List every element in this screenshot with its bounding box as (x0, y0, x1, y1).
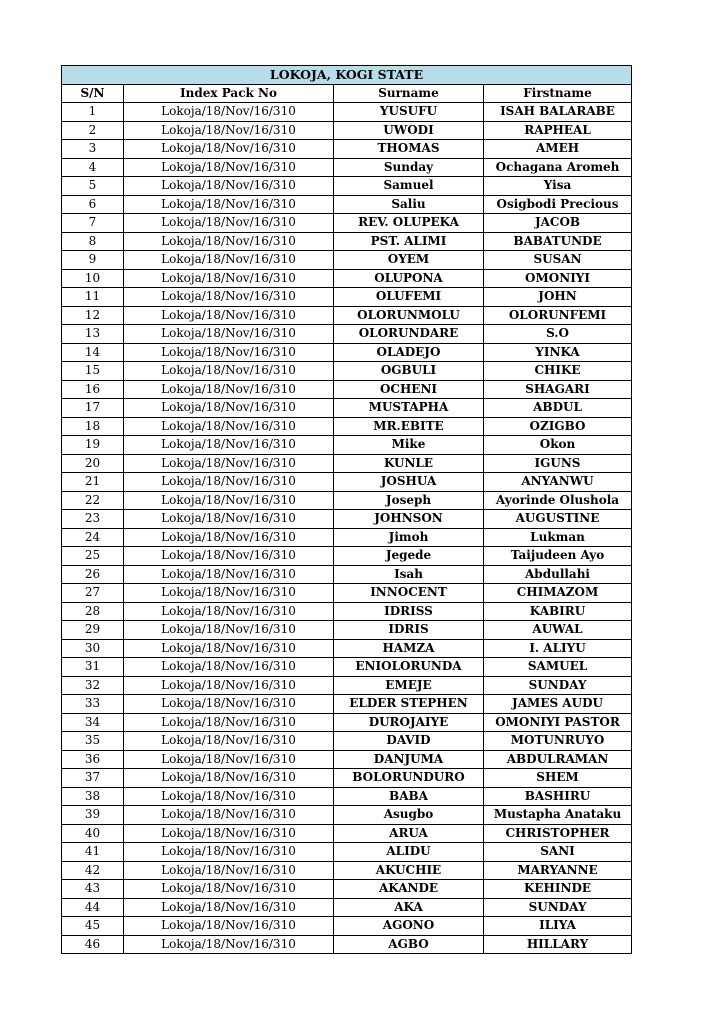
cell-surname: OCHENI (334, 380, 484, 399)
cell-index-pack-no: Lokoja/18/Nov/16/310 (124, 898, 334, 917)
table-row (62, 251, 632, 270)
cell-index-pack-no: Lokoja/18/Nov/16/310 (124, 158, 334, 177)
title-row (62, 66, 632, 85)
table-row (62, 935, 632, 954)
table-row (62, 528, 632, 547)
cell-sn: 32 (62, 676, 124, 695)
cell-sn: 6 (62, 195, 124, 214)
table-row (62, 510, 632, 529)
table-row (62, 824, 632, 843)
table-row (62, 880, 632, 899)
table-row (62, 454, 632, 473)
header-row (62, 84, 632, 103)
cell-surname: HAMZA (334, 639, 484, 658)
table-row (62, 306, 632, 325)
cell-surname: ARUA (334, 824, 484, 843)
cell-firstname: Ochagana Aromeh (484, 158, 632, 177)
table-body (62, 103, 632, 954)
cell-sn: 36 (62, 750, 124, 769)
cell-surname: DANJUMA (334, 750, 484, 769)
cell-sn: 18 (62, 417, 124, 436)
table-row (62, 343, 632, 362)
cell-firstname: CHIKE (484, 362, 632, 381)
cell-index-pack-no: Lokoja/18/Nov/16/310 (124, 195, 334, 214)
cell-sn: 42 (62, 861, 124, 880)
cell-surname: JOSHUA (334, 473, 484, 492)
cell-sn: 19 (62, 436, 124, 455)
cell-surname: PST. ALIMI (334, 232, 484, 251)
cell-surname: MR.EBITE (334, 417, 484, 436)
cell-index-pack-no: Lokoja/18/Nov/16/310 (124, 750, 334, 769)
table-row (62, 269, 632, 288)
cell-firstname: SHAGARI (484, 380, 632, 399)
cell-firstname: AMEH (484, 140, 632, 159)
table-row (62, 584, 632, 603)
cell-index-pack-no: Lokoja/18/Nov/16/310 (124, 269, 334, 288)
table-row (62, 917, 632, 936)
table-row (62, 158, 632, 177)
table-row (62, 121, 632, 140)
cell-sn: 4 (62, 158, 124, 177)
cell-firstname: IGUNS (484, 454, 632, 473)
table-row (62, 473, 632, 492)
cell-index-pack-no: Lokoja/18/Nov/16/310 (124, 103, 334, 122)
cell-firstname: KEHINDE (484, 880, 632, 899)
cell-firstname: S.O (484, 325, 632, 344)
cell-sn: 27 (62, 584, 124, 603)
cell-surname: IDRIS (334, 621, 484, 640)
cell-surname: AKUCHIE (334, 861, 484, 880)
cell-surname: AGBO (334, 935, 484, 954)
cell-sn: 45 (62, 917, 124, 936)
cell-surname: INNOCENT (334, 584, 484, 603)
cell-sn: 31 (62, 658, 124, 677)
cell-firstname: Yisa (484, 177, 632, 196)
cell-surname: MUSTAPHA (334, 399, 484, 418)
cell-firstname: OZIGBO (484, 417, 632, 436)
cell-sn: 3 (62, 140, 124, 159)
cell-firstname: MOTUNRUYO (484, 732, 632, 751)
cell-sn: 28 (62, 602, 124, 621)
cell-index-pack-no: Lokoja/18/Nov/16/310 (124, 806, 334, 825)
cell-index-pack-no: Lokoja/18/Nov/16/310 (124, 621, 334, 640)
cell-surname: REV. OLUPEKA (334, 214, 484, 233)
cell-index-pack-no: Lokoja/18/Nov/16/310 (124, 214, 334, 233)
cell-sn: 41 (62, 843, 124, 862)
cell-sn: 17 (62, 399, 124, 418)
cell-index-pack-no: Lokoja/18/Nov/16/310 (124, 436, 334, 455)
cell-sn: 37 (62, 769, 124, 788)
cell-firstname: Ayorinde Olushola (484, 491, 632, 510)
cell-sn: 33 (62, 695, 124, 714)
cell-surname: BABA (334, 787, 484, 806)
cell-surname: KUNLE (334, 454, 484, 473)
cell-index-pack-no: Lokoja/18/Nov/16/310 (124, 843, 334, 862)
cell-sn: 29 (62, 621, 124, 640)
table-row (62, 639, 632, 658)
cell-sn: 11 (62, 288, 124, 307)
cell-sn: 1 (62, 103, 124, 122)
cell-firstname: CHRISTOPHER (484, 824, 632, 843)
cell-sn: 14 (62, 343, 124, 362)
cell-index-pack-no: Lokoja/18/Nov/16/310 (124, 140, 334, 159)
cell-surname: Saliu (334, 195, 484, 214)
cell-surname: DUROJAIYE (334, 713, 484, 732)
cell-index-pack-no: Lokoja/18/Nov/16/310 (124, 528, 334, 547)
table-row (62, 565, 632, 584)
cell-index-pack-no: Lokoja/18/Nov/16/310 (124, 602, 334, 621)
cell-sn: 13 (62, 325, 124, 344)
table-row (62, 214, 632, 233)
cell-firstname: SUNDAY (484, 676, 632, 695)
cell-firstname: ANYANWU (484, 473, 632, 492)
cell-sn: 24 (62, 528, 124, 547)
cell-surname: ALIDU (334, 843, 484, 862)
cell-sn: 9 (62, 251, 124, 270)
cell-sn: 25 (62, 547, 124, 566)
cell-firstname: SUSAN (484, 251, 632, 270)
cell-surname: OYEM (334, 251, 484, 270)
table-row (62, 787, 632, 806)
cell-sn: 26 (62, 565, 124, 584)
cell-firstname: JAMES AUDU (484, 695, 632, 714)
cell-surname: OGBULI (334, 362, 484, 381)
table-row (62, 491, 632, 510)
cell-sn: 46 (62, 935, 124, 954)
table-row (62, 713, 632, 732)
cell-index-pack-no: Lokoja/18/Nov/16/310 (124, 325, 334, 344)
table-row (62, 806, 632, 825)
cell-surname: AGONO (334, 917, 484, 936)
table-row (62, 695, 632, 714)
cell-firstname: ABDULRAMAN (484, 750, 632, 769)
cell-surname: EMEJE (334, 676, 484, 695)
cell-index-pack-no: Lokoja/18/Nov/16/310 (124, 362, 334, 381)
cell-surname: OLORUNDARE (334, 325, 484, 344)
cell-sn: 5 (62, 177, 124, 196)
table-row (62, 436, 632, 455)
cell-firstname: MARYANNE (484, 861, 632, 880)
cell-index-pack-no: Lokoja/18/Nov/16/310 (124, 547, 334, 566)
cell-surname: OLUFEMI (334, 288, 484, 307)
cell-surname: OLUPONA (334, 269, 484, 288)
cell-sn: 15 (62, 362, 124, 381)
cell-index-pack-no: Lokoja/18/Nov/16/310 (124, 343, 334, 362)
cell-surname: Joseph (334, 491, 484, 510)
table-row (62, 140, 632, 159)
cell-index-pack-no: Lokoja/18/Nov/16/310 (124, 861, 334, 880)
cell-surname: JOHNSON (334, 510, 484, 529)
cell-firstname: HILLARY (484, 935, 632, 954)
table-title: LOKOJA, KOGI STATE (62, 66, 632, 85)
cell-surname: Mike (334, 436, 484, 455)
cell-firstname: SUNDAY (484, 898, 632, 917)
cell-index-pack-no: Lokoja/18/Nov/16/310 (124, 732, 334, 751)
cell-surname: BOLORUNDURO (334, 769, 484, 788)
cell-sn: 38 (62, 787, 124, 806)
cell-index-pack-no: Lokoja/18/Nov/16/310 (124, 676, 334, 695)
cell-firstname: SAMUEL (484, 658, 632, 677)
cell-surname: ENIOLORUNDA (334, 658, 484, 677)
cell-surname: OLADEJO (334, 343, 484, 362)
cell-index-pack-no: Lokoja/18/Nov/16/310 (124, 306, 334, 325)
table-row (62, 732, 632, 751)
cell-firstname: Taijudeen Ayo (484, 547, 632, 566)
table-row (62, 658, 632, 677)
cell-index-pack-no: Lokoja/18/Nov/16/310 (124, 787, 334, 806)
table-row (62, 177, 632, 196)
cell-index-pack-no: Lokoja/18/Nov/16/310 (124, 639, 334, 658)
cell-index-pack-no: Lokoja/18/Nov/16/310 (124, 769, 334, 788)
cell-index-pack-no: Lokoja/18/Nov/16/310 (124, 454, 334, 473)
cell-index-pack-no: Lokoja/18/Nov/16/310 (124, 510, 334, 529)
cell-firstname: Lukman (484, 528, 632, 547)
table-row (62, 232, 632, 251)
cell-surname: IDRISS (334, 602, 484, 621)
table-row (62, 380, 632, 399)
cell-index-pack-no: Lokoja/18/Nov/16/310 (124, 417, 334, 436)
cell-surname: Jimoh (334, 528, 484, 547)
cell-index-pack-no: Lokoja/18/Nov/16/310 (124, 565, 334, 584)
header-surname: Surname (334, 84, 484, 103)
cell-sn: 12 (62, 306, 124, 325)
cell-firstname: YINKA (484, 343, 632, 362)
table-row (62, 417, 632, 436)
cell-surname: Samuel (334, 177, 484, 196)
cell-sn: 35 (62, 732, 124, 751)
cell-surname: UWODI (334, 121, 484, 140)
cell-sn: 34 (62, 713, 124, 732)
table-row (62, 750, 632, 769)
cell-firstname: OLORUNFEMI (484, 306, 632, 325)
cell-firstname: CHIMAZOM (484, 584, 632, 603)
cell-firstname: OMONIYI PASTOR (484, 713, 632, 732)
cell-index-pack-no: Lokoja/18/Nov/16/310 (124, 695, 334, 714)
cell-surname: OLORUNMOLU (334, 306, 484, 325)
cell-sn: 20 (62, 454, 124, 473)
table-row (62, 288, 632, 307)
cell-index-pack-no: Lokoja/18/Nov/16/310 (124, 232, 334, 251)
cell-sn: 44 (62, 898, 124, 917)
document-sheet (61, 65, 631, 954)
cell-sn: 16 (62, 380, 124, 399)
cell-surname: Jegede (334, 547, 484, 566)
cell-firstname: Okon (484, 436, 632, 455)
cell-index-pack-no: Lokoja/18/Nov/16/310 (124, 288, 334, 307)
table-row (62, 843, 632, 862)
cell-firstname: ABDUL (484, 399, 632, 418)
cell-firstname: JOHN (484, 288, 632, 307)
table-row (62, 898, 632, 917)
cell-index-pack-no: Lokoja/18/Nov/16/310 (124, 584, 334, 603)
cell-firstname: OMONIYI (484, 269, 632, 288)
table-row (62, 547, 632, 566)
cell-sn: 30 (62, 639, 124, 658)
cell-sn: 39 (62, 806, 124, 825)
cell-sn: 40 (62, 824, 124, 843)
cell-index-pack-no: Lokoja/18/Nov/16/310 (124, 121, 334, 140)
cell-firstname: Osigbodi Precious (484, 195, 632, 214)
cell-surname: YUSUFU (334, 103, 484, 122)
table-row (62, 602, 632, 621)
cell-sn: 10 (62, 269, 124, 288)
cell-surname: DAVID (334, 732, 484, 751)
cell-index-pack-no: Lokoja/18/Nov/16/310 (124, 917, 334, 936)
cell-surname: ELDER STEPHEN (334, 695, 484, 714)
cell-firstname: ISAH BALARABE (484, 103, 632, 122)
table-row (62, 325, 632, 344)
cell-firstname: BABATUNDE (484, 232, 632, 251)
cell-surname: AKANDE (334, 880, 484, 899)
cell-firstname: Mustapha Anataku (484, 806, 632, 825)
cell-firstname: Abdullahi (484, 565, 632, 584)
cell-sn: 23 (62, 510, 124, 529)
cell-index-pack-no: Lokoja/18/Nov/16/310 (124, 473, 334, 492)
table-row (62, 769, 632, 788)
cell-firstname: KABIRU (484, 602, 632, 621)
table-row (62, 195, 632, 214)
cell-firstname: ILIYA (484, 917, 632, 936)
cell-firstname: BASHIRU (484, 787, 632, 806)
cell-firstname: I. ALIYU (484, 639, 632, 658)
table-row (62, 676, 632, 695)
cell-index-pack-no: Lokoja/18/Nov/16/310 (124, 824, 334, 843)
header-sn: S/N (62, 84, 124, 103)
cell-firstname: JACOB (484, 214, 632, 233)
cell-sn: 21 (62, 473, 124, 492)
table-row (62, 103, 632, 122)
table-row (62, 621, 632, 640)
cell-surname: AKA (334, 898, 484, 917)
cell-index-pack-no: Lokoja/18/Nov/16/310 (124, 880, 334, 899)
cell-index-pack-no: Lokoja/18/Nov/16/310 (124, 399, 334, 418)
table-row (62, 861, 632, 880)
cell-firstname: RAPHEAL (484, 121, 632, 140)
cell-index-pack-no: Lokoja/18/Nov/16/310 (124, 380, 334, 399)
cell-firstname: AUGUSTINE (484, 510, 632, 529)
cell-surname: Isah (334, 565, 484, 584)
cell-sn: 7 (62, 214, 124, 233)
table-row (62, 362, 632, 381)
cell-index-pack-no: Lokoja/18/Nov/16/310 (124, 491, 334, 510)
cell-sn: 22 (62, 491, 124, 510)
cell-index-pack-no: Lokoja/18/Nov/16/310 (124, 658, 334, 677)
cell-index-pack-no: Lokoja/18/Nov/16/310 (124, 713, 334, 732)
cell-surname: Asugbo (334, 806, 484, 825)
cell-sn: 8 (62, 232, 124, 251)
header-firstname: Firstname (484, 84, 632, 103)
cell-firstname: SANI (484, 843, 632, 862)
cell-firstname: SHEM (484, 769, 632, 788)
header-index-pack-no: Index Pack No (124, 84, 334, 103)
beneficiary-table (61, 65, 632, 954)
cell-sn: 43 (62, 880, 124, 899)
cell-index-pack-no: Lokoja/18/Nov/16/310 (124, 251, 334, 270)
cell-surname: THOMAS (334, 140, 484, 159)
cell-firstname: AUWAL (484, 621, 632, 640)
cell-index-pack-no: Lokoja/18/Nov/16/310 (124, 935, 334, 954)
table-row (62, 399, 632, 418)
cell-sn: 2 (62, 121, 124, 140)
cell-index-pack-no: Lokoja/18/Nov/16/310 (124, 177, 334, 196)
cell-surname: Sunday (334, 158, 484, 177)
